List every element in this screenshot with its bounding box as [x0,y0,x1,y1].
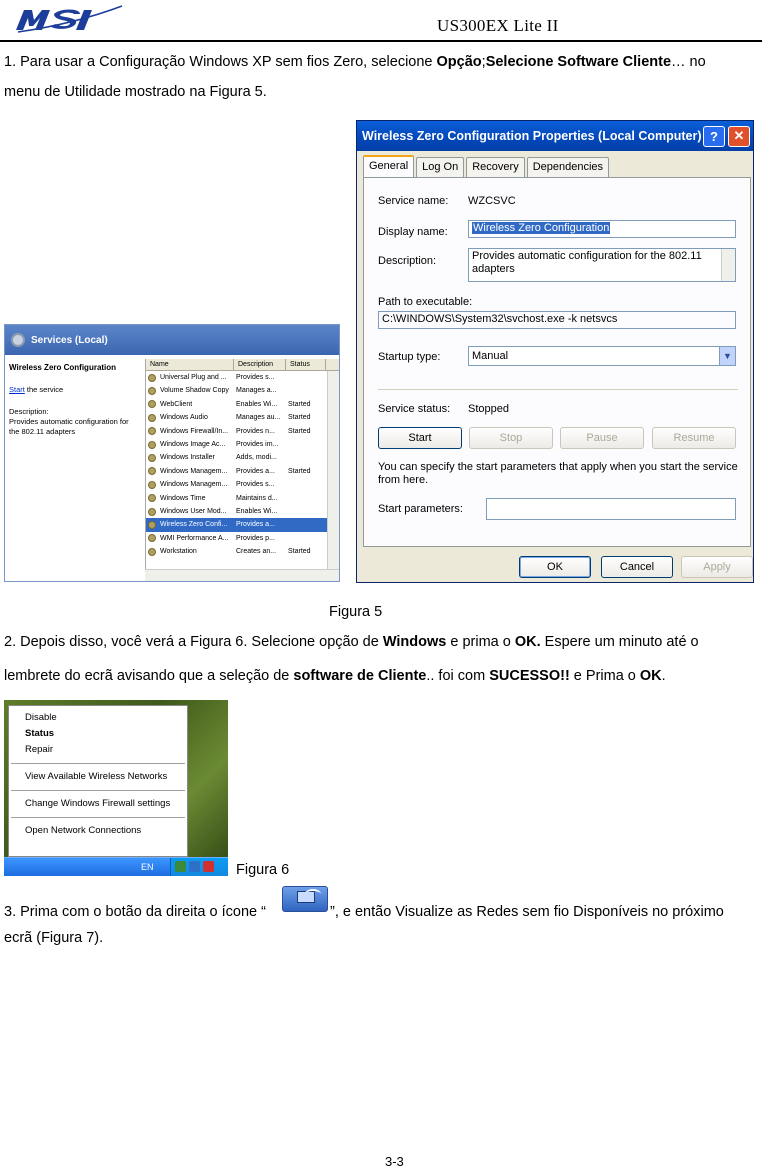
service-name-text: Windows Managem... [160,481,228,489]
description-label: Description: [378,255,437,267]
description-line1: Provides automatic configuration for the 802.11 [472,250,702,262]
service-name-cell [146,425,234,438]
menu-separator [11,763,185,764]
col-name[interactable]: Name [146,359,234,370]
service-name-text: Windows Time [160,494,206,502]
msi-logo [14,4,124,34]
service-name-cell [146,411,234,424]
service-status-cell [286,532,326,545]
path-field: C:\WINDOWS\System32\svchost.exe -k netsvcs [378,311,736,329]
services-list [145,359,339,581]
page-number: 3-3 [385,1154,404,1169]
service-status-cell [286,518,326,531]
para3-line1-start: 3. Prima com o botão da direita o ícone “ [4,904,266,920]
menu-separator [11,817,185,818]
table-row[interactable] [146,492,339,505]
para2-text3: Espere um minuto até o [540,634,699,650]
description-scrollbar[interactable] [721,249,735,281]
service-desc-cell: Provides s... [236,374,275,381]
service-status-cell [286,438,326,451]
divider [378,389,738,390]
gear-icon [148,467,156,475]
para2-line2 [4,666,666,686]
service-name-text: Windows Installer [160,454,215,462]
service-desc-cell: Adds, modi... [236,454,277,462]
service-name-text: Windows Image Ac... [160,440,226,448]
service-desc-cell: Manages a... [236,387,277,395]
service-name-text: Wireless Zero Confi... [160,521,228,529]
network-tray-icon[interactable] [175,861,186,872]
services-horizontal-scrollbar[interactable] [145,569,339,581]
close-icon[interactable]: ✕ [728,126,750,147]
gear-icon [148,481,156,489]
wireless-network-icon [282,886,328,912]
path-label: Path to executable: [378,296,473,308]
service-name-text: Windows Firewall/In... [160,427,229,435]
service-status-cell [286,384,326,397]
table-row[interactable] [146,545,339,558]
service-status-cell: Started [288,548,311,556]
menu-separator [11,790,185,791]
service-name-text: WebClient [160,400,193,408]
context-menu-screenshot [4,700,228,876]
para2-text6: e Prima o [569,668,640,684]
service-status-label: Service status: [378,403,451,415]
startup-type-label: Startup type: [378,351,441,363]
services-title-bar [5,325,339,355]
service-name-text: Windows Managem... [160,467,228,475]
gear-icon [148,387,156,395]
selected-service-name: Wireless Zero Configuration [9,363,117,372]
cancel-button[interactable]: Cancel [601,556,673,578]
display-name-value: Wireless Zero Configuration [473,222,610,234]
service-name-label: Service name: [378,195,449,207]
chevron-down-icon[interactable]: ▼ [719,347,735,365]
para1-sep: ; [481,54,486,70]
service-name-cell [146,545,234,558]
service-status-cell: Started [288,467,311,475]
service-name-text: Windows User Mod... [160,507,227,515]
service-name-value: WZCSVC [468,195,516,207]
service-desc-cell: Enables Wi... [236,507,278,515]
service-status-cell [286,505,326,518]
start-service-link[interactable]: Start [9,385,25,394]
gear-icon [148,374,156,382]
tab-general[interactable]: General [363,155,414,177]
start-button[interactable]: Start [378,427,462,449]
general-tab-panel [363,177,751,547]
tab-log-on[interactable]: Log On [416,157,464,177]
service-name-cell [146,384,234,397]
service-status-cell: Started [288,427,311,435]
table-row[interactable] [146,518,339,531]
table-row[interactable] [146,425,339,438]
gear-icon [148,454,156,462]
table-row[interactable] [146,371,339,384]
gear-icon [148,427,156,435]
system-tray [170,858,228,876]
service-status-cell: Started [288,400,311,408]
para2-bold-windows: Windows [382,634,447,650]
service-desc-cell: Enables Wi... [236,400,278,408]
table-row[interactable] [146,465,339,478]
table-row[interactable] [146,451,339,464]
start-params-input[interactable] [486,498,736,520]
service-name-cell [146,438,234,451]
gear-icon [11,333,25,347]
service-status-cell [286,451,326,464]
description-field[interactable] [468,248,736,282]
service-status-cell [286,371,326,384]
table-row[interactable] [146,384,339,397]
table-row[interactable] [146,411,339,424]
service-desc-cell: Maintains d... [236,494,278,502]
service-name-cell [146,398,234,411]
col-description[interactable]: Description [234,359,286,370]
startup-type-value: Manual [472,350,509,362]
service-status-cell [286,478,326,491]
gear-icon [148,441,156,449]
para1-bold-software: Selecione Software Cliente [485,54,672,70]
gear-icon [148,534,156,542]
start-params-hint-line1: You can specify the start parameters that apply when you start the service [378,461,738,473]
para1-line2: menu de Utilidade mostrado na Figura 5. [4,84,267,100]
service-desc-cell: Provides s... [236,481,275,489]
wzc-properties-dialog [356,120,754,583]
menu-item-firewall-settings[interactable]: Change Windows Firewall settings [25,798,171,809]
start-params-label: Start parameters: [378,503,463,515]
figure6-caption: Figura 6 [236,862,290,878]
taskbar [4,857,228,876]
start-service-rest: the service [24,385,64,394]
para1-tail: … no [671,54,706,70]
security-tray-icon[interactable] [203,861,214,872]
service-desc-label: Description: [9,407,49,416]
table-row[interactable] [146,438,339,451]
para2-line1 [4,632,699,652]
start-service-line [9,385,137,395]
gear-icon [148,494,156,502]
language-indicator[interactable]: EN [141,862,154,872]
table-row[interactable] [146,398,339,411]
services-window [4,324,340,582]
menu-item-open-network-connections[interactable]: Open Network Connections [25,825,142,836]
stop-button[interactable]: Stop [469,427,553,449]
service-name-cell [146,492,234,505]
service-desc-cell: Provides n... [236,427,275,435]
para2-bold-ok2: OK [639,668,662,684]
para3-line1-end: ”, e então Visualize as Redes sem fio Disponíveis no próximo [330,904,724,920]
service-name-cell [146,465,234,478]
service-desc-cell: Provides a... [236,521,275,529]
para2-bold-client: software de Cliente [293,668,427,684]
description-line2: adapters [472,263,515,275]
service-name-cell [146,505,234,518]
service-name-text: WMI Performance A... [160,534,229,542]
help-icon[interactable]: ? [703,126,725,147]
gear-icon [148,508,156,516]
ok-button[interactable]: OK [519,556,591,578]
para1-text: 1. Para usar a Configuração Windows XP sem fios Zero, selecione [4,54,437,70]
para2-period: . [661,668,666,684]
services-title: Services (Local) [31,334,108,346]
service-status-value: Stopped [468,403,509,415]
signal-wave [305,889,321,899]
service-desc-cell: Creates an... [236,548,277,556]
menu-item-repair[interactable]: Repair [25,744,53,755]
wireless-tray-icon[interactable] [189,861,200,872]
table-row[interactable] [146,505,339,518]
col-status[interactable]: Status [286,359,326,370]
service-name-text: Workstation [160,548,197,556]
service-desc-cell: Manages au... [236,414,281,422]
doc-header-title: US300EX Lite II [437,16,559,35]
services-list-header [146,359,339,371]
para2-text2: e prima o [446,634,515,650]
service-desc-cell: Provides a... [236,467,275,475]
startup-type-select[interactable] [468,346,736,366]
dialog-tabs [363,157,611,177]
para2-bold-success: SUCESSO!! [489,668,570,684]
apply-button[interactable]: Apply [681,556,753,578]
service-name-cell [146,532,234,545]
figure5-caption: Figura 5 [329,604,383,620]
para2-text5: .. foi com [426,668,490,684]
tab-recovery[interactable]: Recovery [466,157,524,177]
tab-dependencies[interactable]: Dependencies [527,157,609,177]
gear-icon [148,414,156,422]
gear-icon [148,521,156,529]
service-name-cell [146,451,234,464]
pause-button[interactable]: Pause [560,427,644,449]
services-vertical-scrollbar[interactable] [327,371,339,569]
service-name-text: Windows Audio [160,414,208,422]
para2-text: 2. Depois disso, você verá a Figura 6. Selecione opção de [4,634,383,650]
service-name-cell [146,518,234,531]
para2-bold-ok: OK. [514,634,541,650]
table-row[interactable] [146,478,339,491]
services-rows [146,371,339,558]
gear-icon [148,548,156,556]
service-desc-cell: Provides p... [236,534,275,542]
header-rule [0,40,762,42]
service-status-cell: Started [288,414,311,422]
service-status-cell [286,492,326,505]
para1-line1 [4,52,706,72]
menu-item-disable[interactable]: Disable [25,712,57,723]
para2-text4: lembrete do ecrã avisando que a seleção de [4,668,294,684]
table-row[interactable] [146,532,339,545]
service-desc-cell: Provides im... [236,440,279,448]
dialog-title: Wireless Zero Configuration Properties (Local Computer) [362,129,702,143]
dialog-title-bar [357,121,753,151]
para3-line2: ecrã (Figura 7). [4,930,104,946]
network-context-menu [8,705,188,857]
menu-item-status[interactable]: Status [25,728,55,739]
gear-icon [148,400,156,408]
para1-bold-option: Opção [436,54,482,70]
resume-button[interactable]: Resume [652,427,736,449]
services-detail-pane [5,355,141,581]
service-name-text: Volume Shadow Copy [160,387,229,395]
service-name-cell [146,371,234,384]
service-desc-text: Provides automatic configuration for the 802.11 adapters [9,417,129,436]
service-name-text: Universal Plug and ... [160,374,227,381]
service-name-cell [146,478,234,491]
menu-item-view-wireless-networks[interactable]: View Available Wireless Networks [25,771,168,782]
start-params-hint-line2: from here. [378,474,429,486]
display-name-label: Display name: [378,226,448,238]
display-name-field[interactable] [468,220,736,238]
